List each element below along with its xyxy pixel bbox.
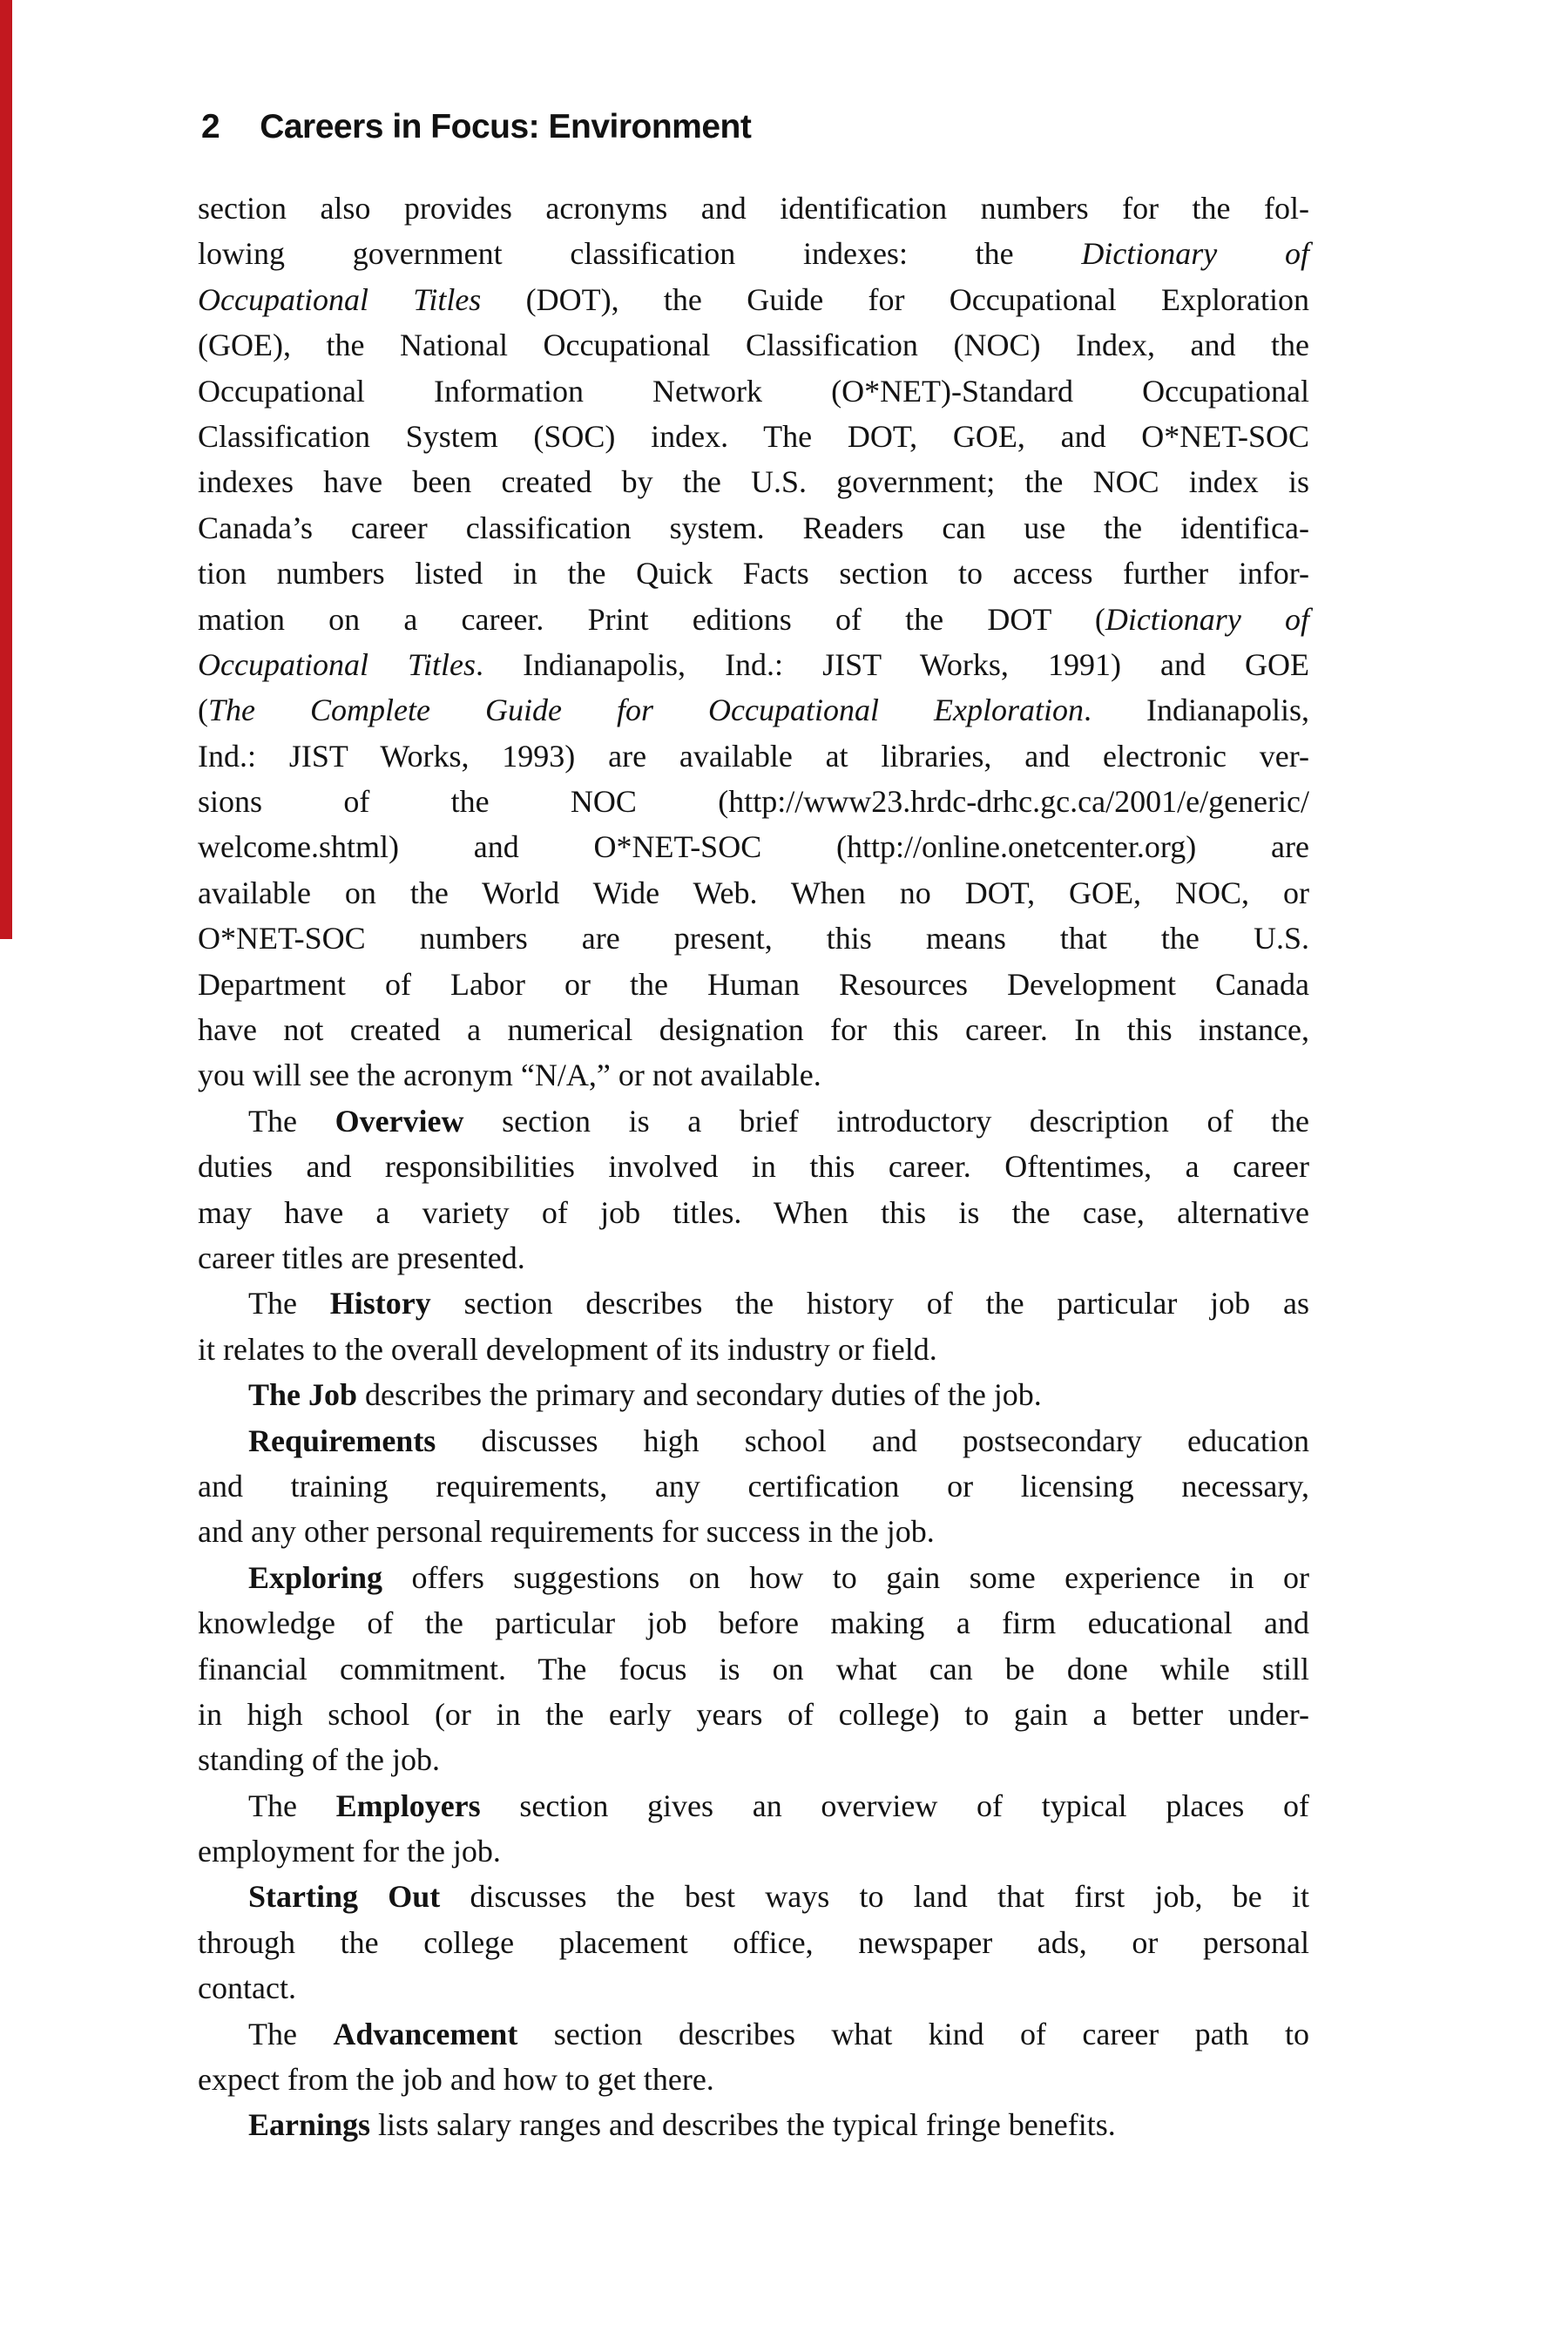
- text-run: discusses high school and postsecondary education: [436, 1423, 1309, 1458]
- text-run: (: [198, 693, 208, 728]
- text-run: Classification System (SOC) index. The DOT, GOE, and O*NET-SOC: [198, 418, 1309, 454]
- text-line: [198, 824, 1309, 869]
- text-run: The: [248, 1103, 335, 1139]
- text-run: section also provides acronyms and identification numbers for the fol-: [198, 191, 1309, 226]
- text-run: available on the World Wide Web. When no DOT, GOE, NOC, or: [198, 875, 1309, 910]
- text-run: Occupational Titles: [198, 646, 476, 682]
- text-line: [198, 1555, 1309, 1600]
- text-run: Earnings: [248, 2107, 371, 2143]
- text-line: [198, 551, 1309, 596]
- text-run: expect from the job and how to get there.: [198, 2062, 714, 2098]
- text-line: [198, 277, 1309, 322]
- text-run: discusses the best ways to land that first job, be it: [440, 1879, 1309, 1915]
- text-run: section is a brief introductory description of the: [463, 1103, 1310, 1139]
- text-line: [198, 1418, 1309, 1463]
- text-line: [198, 1509, 1309, 1554]
- text-run: employment for the job.: [198, 1834, 501, 1869]
- text-run: The Job: [248, 1377, 358, 1413]
- text-run: The: [248, 1286, 330, 1321]
- text-line: [198, 414, 1309, 459]
- text-run: section describes the history of the particular job as: [430, 1286, 1309, 1321]
- text-line: [198, 733, 1309, 779]
- text-run: it relates to the overall development of its industry or field.: [198, 1331, 937, 1367]
- text-run: describes the primary and secondary duties of the job.: [357, 1377, 1042, 1413]
- text-run: Ind.: JIST Works, 1993) are available at libraries, and electronic ver-: [198, 738, 1309, 774]
- text-run: Dictionary of: [1105, 601, 1309, 637]
- text-line: [198, 1190, 1309, 1235]
- text-run: may have a variety of job titles. When this is the case, alternative: [198, 1194, 1309, 1230]
- text-run: Canada’s career classification system. Readers can use the identifica-: [198, 510, 1309, 545]
- text-run: mation on a career. Print editions of the DOT (: [198, 601, 1105, 637]
- text-line: [198, 1372, 1309, 1417]
- text-line: [198, 1600, 1309, 1646]
- text-run: O*NET-SOC numbers are present, this means that the U.S.: [198, 921, 1309, 956]
- text-run: (DOT), the Guide for Occupational Exploration: [481, 281, 1309, 317]
- running-head-title: Careers in Focus: Environment: [260, 108, 752, 145]
- text-run: lists salary ranges and describes the typical fringe benefits.: [370, 2107, 1116, 2143]
- text-run: Occupational Titles: [198, 281, 482, 317]
- text-line: [198, 1737, 1309, 1782]
- text-run: through the college placement office, newspaper ads, or personal: [198, 1924, 1309, 1960]
- text-run: and any other personal requirements for success in the job.: [198, 1514, 935, 1550]
- text-line: [198, 1920, 1309, 1965]
- text-line: [198, 597, 1309, 642]
- text-line: [198, 1327, 1309, 1372]
- text-run: and training requirements, any certification or licensing necessary,: [198, 1468, 1309, 1504]
- text-run: sions of the NOC (http://www23.hrdc-drhc.gc.ca/2001/e/generic/: [198, 784, 1309, 820]
- text-run: The Complete Guide for Occupational Exploration: [208, 693, 1085, 728]
- text-line: [198, 687, 1309, 733]
- text-run: Exploring: [248, 1559, 383, 1595]
- text-run: Requirements: [248, 1423, 436, 1458]
- text-line: [198, 2011, 1309, 2057]
- text-line: [198, 1052, 1309, 1098]
- text-line: [198, 962, 1309, 1007]
- text-line: [198, 459, 1309, 504]
- text-line: [198, 1828, 1309, 1874]
- text-run: The: [248, 1788, 336, 1823]
- text-run: indexes have been created by the U.S. government; the NOC index is: [198, 464, 1309, 500]
- text-line: [198, 1007, 1309, 1052]
- text-run: welcome.shtml) and O*NET-SOC (http://online.onetcenter.org) are: [198, 829, 1309, 865]
- text-line: [198, 186, 1309, 231]
- text-line: [198, 1098, 1309, 1144]
- text-line: [198, 1144, 1309, 1189]
- text-run: career titles are presented.: [198, 1240, 525, 1275]
- text-run: tion numbers listed in the Quick Facts section to access further infor-: [198, 556, 1309, 591]
- text-line: [198, 505, 1309, 551]
- text-run: section describes what kind of career path to: [517, 2016, 1310, 2051]
- text-line: [198, 1281, 1309, 1326]
- text-run: . Indianapolis, Ind.: JIST Works, 1991) and GOE: [476, 646, 1309, 682]
- text-line: [198, 322, 1309, 368]
- text-run: contact.: [198, 1970, 296, 2006]
- text-line: [198, 870, 1309, 916]
- text-run: Occupational Information Network (O*NET)-Standard Occupational: [198, 373, 1309, 409]
- text-run: standing of the job.: [198, 1742, 440, 1778]
- text-run: duties and responsibilities involved in this career. Oftentimes, a career: [198, 1149, 1309, 1185]
- text-run: Dictionary of: [1081, 236, 1309, 272]
- text-run: Department of Labor or the Human Resources Development Canada: [198, 966, 1309, 1002]
- text-line: [198, 1646, 1309, 1692]
- body-text: [198, 186, 1309, 2148]
- text-run: History: [329, 1286, 431, 1321]
- text-line: [198, 1235, 1309, 1281]
- text-run: Advancement: [333, 2016, 518, 2051]
- text-run: in high school (or in the early years of college) to gain a better under-: [198, 1696, 1309, 1732]
- page-number: 2: [201, 108, 220, 145]
- text-line: [198, 779, 1309, 824]
- text-line: [198, 1463, 1309, 1509]
- text-run: Starting Out: [248, 1879, 441, 1915]
- text-line: [198, 642, 1309, 687]
- text-run: offers suggestions on how to gain some experience in or: [382, 1559, 1309, 1595]
- text-line: [198, 1783, 1309, 1828]
- text-run: (GOE), the National Occupational Classification (NOC) Index, and the: [198, 328, 1309, 363]
- text-run: lowing government classification indexes: the: [198, 236, 1082, 272]
- text-line: [198, 1692, 1309, 1737]
- text-run: Overview: [335, 1103, 464, 1139]
- running-head: [201, 108, 751, 146]
- text-run: knowledge of the particular job before making a firm educational and: [198, 1605, 1309, 1641]
- text-run: have not created a numerical designation for this career. In this instance,: [198, 1012, 1309, 1048]
- text-run: The: [248, 2016, 334, 2051]
- text-line: [198, 368, 1309, 414]
- text-line: [198, 916, 1309, 961]
- text-run: financial commitment. The focus is on what can be done while still: [198, 1651, 1309, 1686]
- text-line: [198, 231, 1309, 276]
- text-run: . Indianapolis,: [1084, 693, 1309, 728]
- text-line: [198, 1874, 1309, 1919]
- left-edge-red-stripe: [0, 0, 12, 939]
- text-line: [198, 2102, 1309, 2147]
- text-line: [198, 1965, 1309, 2011]
- text-run: you will see the acronym “N/A,” or not available.: [198, 1058, 821, 1093]
- text-run: section gives an overview of typical places of: [480, 1788, 1309, 1823]
- text-line: [198, 2057, 1309, 2102]
- text-run: Employers: [335, 1788, 481, 1823]
